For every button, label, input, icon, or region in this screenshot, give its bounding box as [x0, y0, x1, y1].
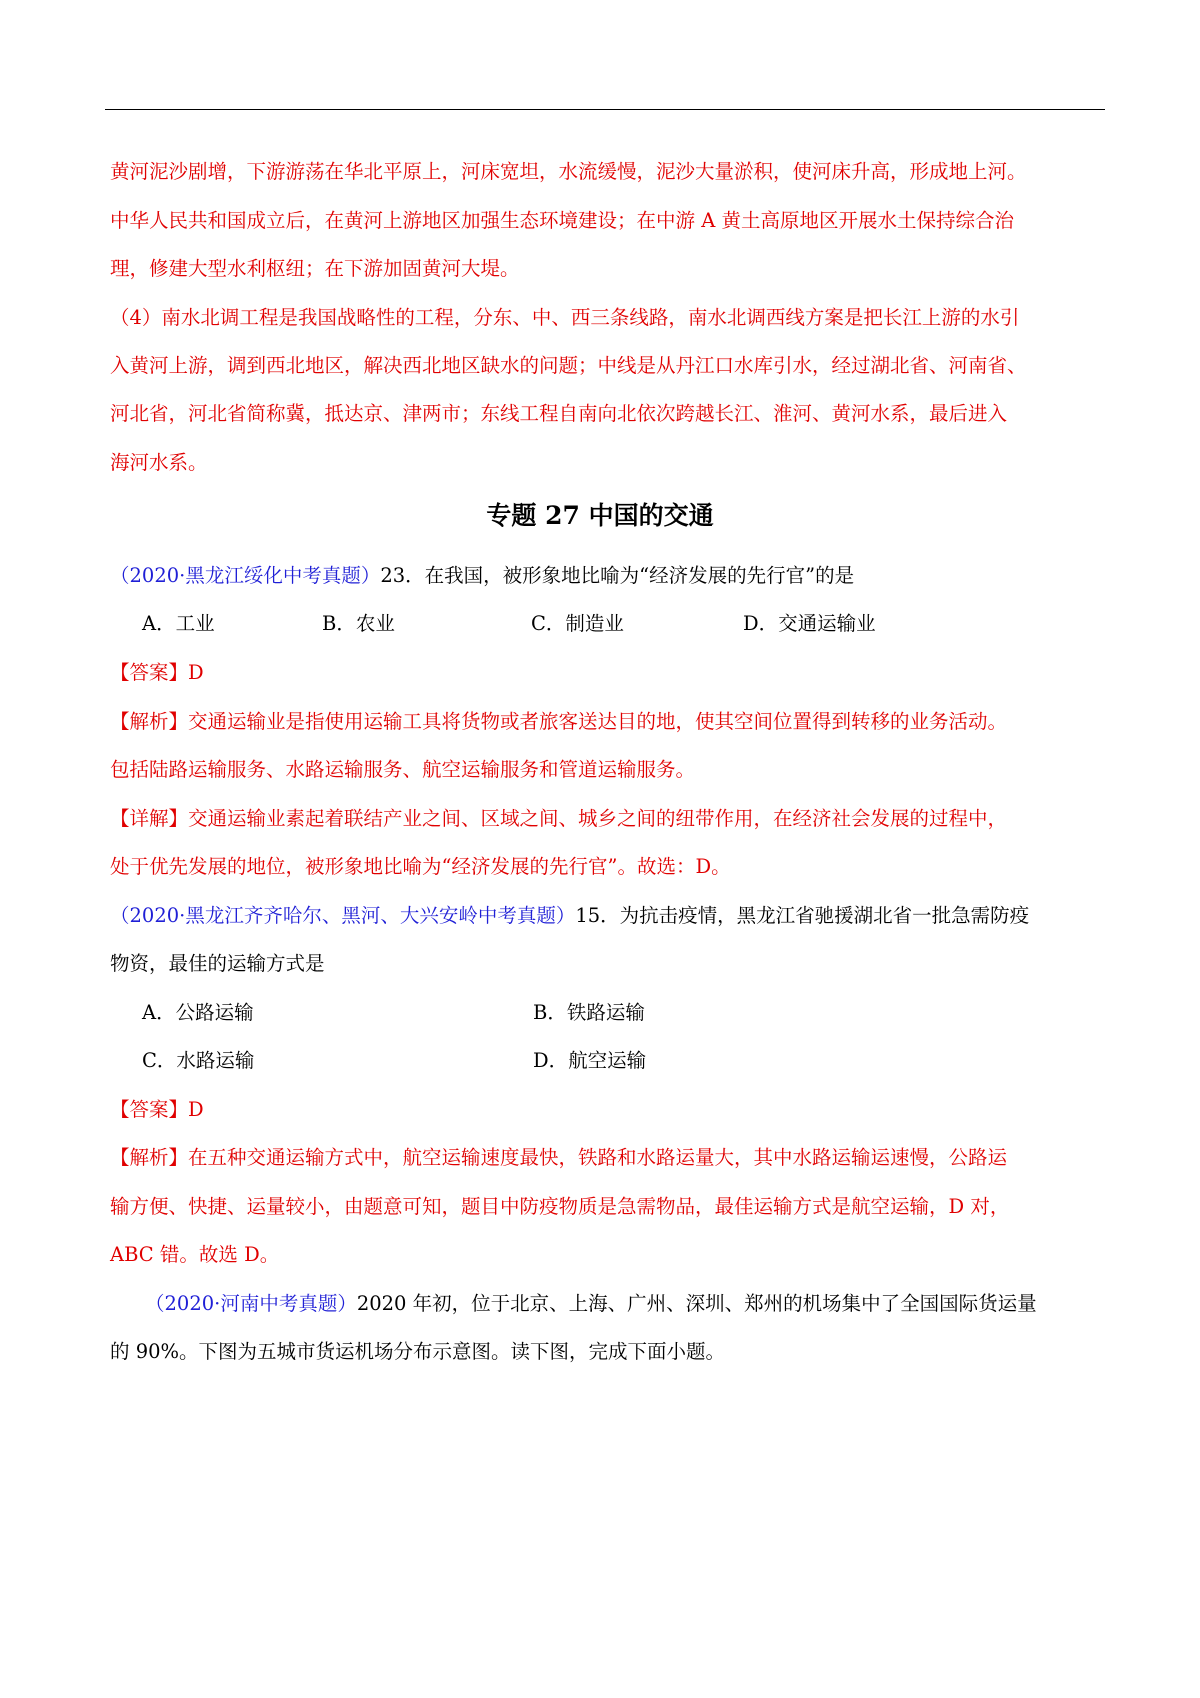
header-rule — [105, 109, 1105, 110]
section-title: 专题 27 中国的交通 — [486, 501, 714, 530]
question-source: （2020·黑龙江绥化中考真题） — [110, 564, 381, 587]
prev-answer-line: 中华人民共和国成立后，在黄河上游地区加强生态环境建设；在中游 A 黄土高原地区开展水土保持综合治 — [110, 209, 1014, 232]
prev-answer-line: 黄河泥沙剧增，下游游荡在华北平原上，河床宽坦，水流缓慢，泥沙大量淤积，使河床升高，形成地上河。 — [110, 160, 1027, 183]
option-c: C．水路运输 — [142, 1049, 255, 1072]
prev-answer-line: 理，修建大型水利枢纽；在下游加固黄河大堤。 — [110, 257, 520, 280]
question-henan — [145, 1288, 1105, 1316]
prev-answer-line: 海河水系。 — [110, 451, 208, 474]
analysis-line: 输方便、快捷、运量较小，由题意可知，题目中防疫物质是急需物品，最佳运输方式是航空运输，D 对， — [110, 1195, 1010, 1218]
prev-answer-line: 入黄河上游，调到西北地区，解决西北地区缺水的问题；中线是从丹江口水库引水，经过湖北省、河南省、 — [110, 354, 1027, 377]
analysis-line: 包括陆路运输服务、水路运输服务、航空运输服务和管道运输服务。 — [110, 758, 696, 781]
option-d: D．交通运输业 — [743, 612, 876, 635]
analysis-line: ABC 错。故选 D。 — [110, 1243, 280, 1266]
prev-answer-line: 河北省，河北省简称冀，抵达京、津两市；东线工程自南向北依次跨越长江、淮河、黄河水系，最后进入 — [110, 402, 1008, 425]
question-stem-cont: 物资，最佳的运输方式是 — [110, 952, 325, 975]
option-c: C．制造业 — [531, 612, 624, 635]
detail-line: 处于优先发展的地位，被形象地比喻为“经济发展的先行官”。故选：D。 — [110, 855, 731, 878]
option-b: B．农业 — [322, 612, 395, 635]
question-source: （2020·黑龙江齐齐哈尔、黑河、大兴安岭中考真题） — [110, 904, 576, 927]
option-a: A．公路运输 — [142, 1001, 254, 1024]
question-source: （2020·河南中考真题） — [145, 1292, 357, 1315]
option-b: B．铁路运输 — [533, 1001, 645, 1024]
question-15 — [110, 900, 1105, 928]
option-d: D．航空运输 — [533, 1049, 647, 1072]
question-stem-cont: 的 90%。下图为五城市货运机场分布示意图。读下图，完成下面小题。 — [110, 1340, 726, 1363]
analysis-line: 【解析】交通运输业是指使用运输工具将货物或者旅客送达目的地，使其空间位置得到转移的业务活动。 — [110, 710, 1008, 733]
option-a: A．工业 — [142, 612, 215, 635]
question-23 — [110, 560, 1105, 588]
prev-answer-line: （4）南水北调工程是我国战略性的工程，分东、中、西三条线路，南水北调西线方案是把长江上游的水引 — [110, 306, 1020, 329]
answer: 【答案】D — [110, 1098, 204, 1121]
detail-line: 【详解】交通运输业素起着联结产业之间、区域之间、城乡之间的纽带作用，在经济社会发展的过程中， — [110, 807, 1008, 830]
question-stem: 2020 年初，位于北京、上海、广州、深圳、郑州的机场集中了全国国际货运量 — [356, 1292, 1037, 1315]
analysis-line: 【解析】在五种交通运输方式中，航空运输速度最快，铁路和水路运量大，其中水路运输运速慢，公路运 — [110, 1146, 1008, 1169]
question-stem: 23．在我国，被形象地比喻为“经济发展的先行官”的是 — [380, 564, 855, 587]
answer: 【答案】D — [110, 661, 204, 684]
question-stem: 15．为抗击疫情，黑龙江省驰援湖北省一批急需防疫 — [575, 904, 1030, 927]
